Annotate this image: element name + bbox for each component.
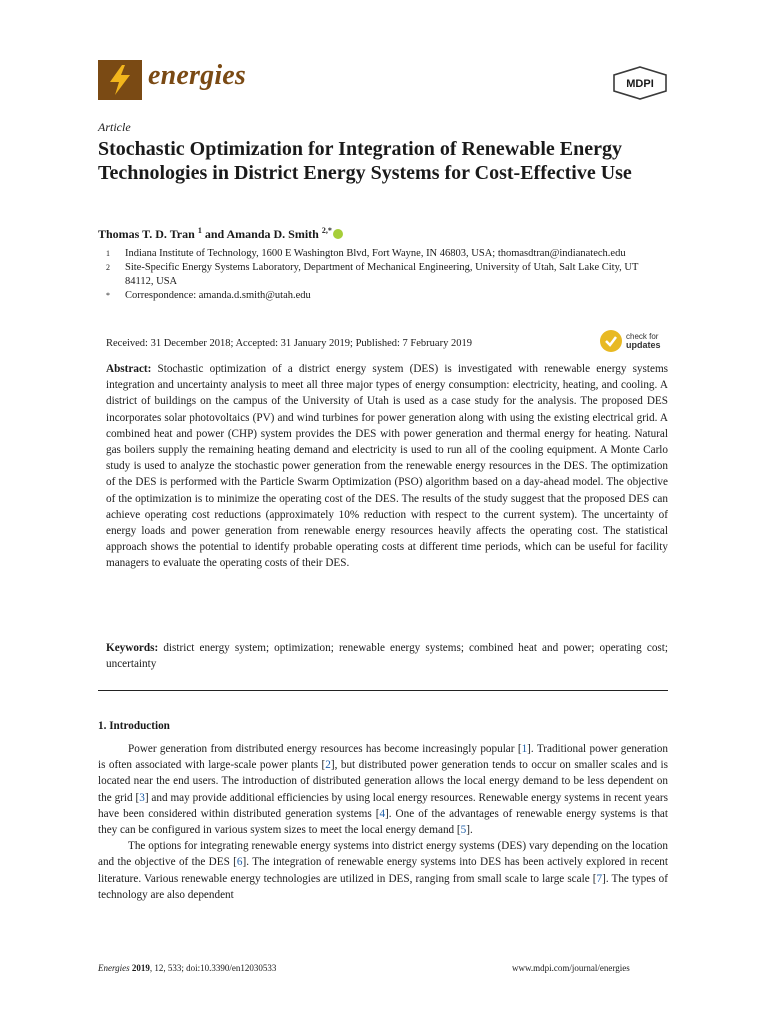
footer-year: 2019 bbox=[131, 963, 150, 973]
citation-link[interactable]: 5 bbox=[460, 824, 467, 837]
citation-link[interactable]: 4 bbox=[379, 807, 386, 820]
paragraph-text: ]. One of the advantages of renewable energy systems is that they can be configured in various system sizes to meet the local energy demand [ bbox=[98, 807, 668, 837]
section-body bbox=[98, 741, 668, 903]
keywords-label: Keywords: bbox=[106, 642, 159, 654]
paragraph-text: ] and may provide additional efficiencies by using local energy resources. Renewable energy systems in recent years have been considered within distributed generation systems [ bbox=[98, 791, 668, 820]
paragraph-text: ], but distributed power generation tends to occur on smaller scales and is located near the end users. The introduction of distributed generation allows the local energy demand to be less dependent on the grid [ bbox=[98, 759, 668, 804]
citation-link[interactable]: 7 bbox=[596, 872, 603, 885]
check-updates-line1: check for bbox=[626, 332, 659, 341]
footer-url[interactable]: www.mdpi.com/journal/energies bbox=[512, 963, 630, 973]
paragraph-text: Power generation from distributed energy resources has become increasingly popular [ bbox=[128, 743, 522, 755]
citation-link[interactable]: 6 bbox=[236, 856, 243, 869]
keywords bbox=[106, 640, 668, 672]
paper-title: Stochastic Optimization for Integration of Renewable Energy Technologies in District Energy Systems for Cost-Effective Use bbox=[98, 138, 632, 184]
paragraph-text: ]. Traditional power generation is often associated with large-scale power plants [ bbox=[98, 743, 668, 772]
section-divider bbox=[98, 690, 668, 691]
check-updates-icon bbox=[600, 330, 622, 352]
footer-details: , 12, 533; doi:10.3390/en12030533 bbox=[149, 963, 277, 973]
correspondence-text: Correspondence: amanda.d.smith@utah.edu bbox=[125, 290, 311, 301]
author-affiliation-mark: 2,* bbox=[321, 226, 332, 235]
author-conjunction: and bbox=[201, 227, 227, 241]
footer-citation bbox=[98, 963, 276, 973]
citation-link[interactable]: 2 bbox=[325, 759, 331, 772]
paragraph-text: ]. bbox=[466, 824, 473, 837]
check-updates-line2: updates bbox=[626, 340, 661, 350]
affiliation-row bbox=[98, 261, 658, 289]
publication-dates: Received: 31 December 2018; Accepted: 31 January 2019; Published: 7 February 2019 bbox=[106, 338, 472, 349]
affiliations bbox=[98, 247, 658, 303]
keywords-text: district energy system; optimization; renewable energy systems; combined heat and power; operating cost; uncertainty bbox=[106, 642, 668, 671]
footer-journal: Energies bbox=[98, 963, 130, 973]
paragraph-text: The options for integrating renewable energy systems into district energy systems (DES) vary depending on the location and the objective of the DES [ bbox=[98, 840, 668, 869]
abstract bbox=[106, 361, 668, 572]
journal-logo-icon bbox=[98, 60, 142, 100]
author-list bbox=[98, 226, 343, 242]
mdpi-logo-text: MDPI bbox=[626, 78, 654, 90]
affiliation-text: Indiana Institute of Technology, 1600 E Washington Blvd, Fort Wayne, IN 46803, USA; thomasdtran@indianatech.edu bbox=[125, 248, 626, 259]
paragraph bbox=[98, 741, 668, 838]
citation-link[interactable]: 3 bbox=[139, 791, 145, 804]
mdpi-logo-icon bbox=[612, 66, 668, 100]
check-updates-label bbox=[626, 332, 661, 350]
paragraph bbox=[98, 838, 668, 903]
author-name: Amanda D. Smith bbox=[226, 227, 319, 241]
abstract-label: Abstract: bbox=[106, 363, 152, 375]
journal-name: energies bbox=[148, 60, 247, 91]
affiliation-number: * bbox=[106, 291, 110, 300]
author-name: Thomas T. D. Tran bbox=[98, 227, 195, 241]
author-affiliation-mark: 1 bbox=[197, 226, 202, 235]
affiliation-row bbox=[98, 247, 658, 261]
affiliation-number: 2 bbox=[106, 263, 110, 272]
affiliation-text: Site-Specific Energy Systems Laboratory, Department of Mechanical Engineering, University of Utah, Salt Lake City, UT 84112, USA bbox=[125, 262, 639, 287]
affiliation-number: 1 bbox=[106, 249, 110, 258]
abstract-text: Stochastic optimization of a district energy system (DES) is investigated with renewable energy systems integration and uncertainty analysis to meet all three major types of energy consumption: electricity, heating, and cooling. A district of buildings on the campus of the University of Utah is used as a case study for the analysis. The proposed DES incorporates solar photovoltaics (PV) and wind turbines for power generation along with using the existing electrical grid. A combined heat and power (CHP) system provides the DES with power generation and thermal energy for heating. Natural gas boilers supply the remaining heating demand and electricity is used to run all of the cooling equipment. A Monte Carlo study is used to analyze the stochastic power generation from the renewable energy resources in the DES. The optimization of the DES is performed with the Particle Swarm Optimization (PSO) algorithm based on a day-ahead model. The objective of the optimization is to minimize the operating cost of the DES. The results of the study suggest that the proposed DES can achieve operating cost reductions (approximately 10% reduction with respect to the current system). The uncertainty of energy loads and power generation from renewable energy resources heavily affects the operating cost. The statistical approach shows the potential to identify probable operating costs at different time periods, which can be useful for facility managers to evaluate the operating costs of their DES. bbox=[106, 363, 668, 570]
section-heading: 1. Introduction bbox=[98, 720, 170, 732]
paragraph-text: ]. The types of technology are also dependent bbox=[98, 872, 668, 901]
affiliation-row bbox=[98, 289, 658, 303]
citation-link[interactable]: 1 bbox=[521, 743, 528, 755]
paragraph-text: ]. The integration of renewable energy systems into DES has been actively explored in recent literature. Various renewable energy technologies are utilized in DES, ranging from small scale to large scale [ bbox=[98, 856, 669, 885]
orcid-icon[interactable] bbox=[333, 229, 343, 239]
check-for-updates-button[interactable] bbox=[600, 328, 672, 354]
article-type: Article bbox=[98, 120, 131, 134]
